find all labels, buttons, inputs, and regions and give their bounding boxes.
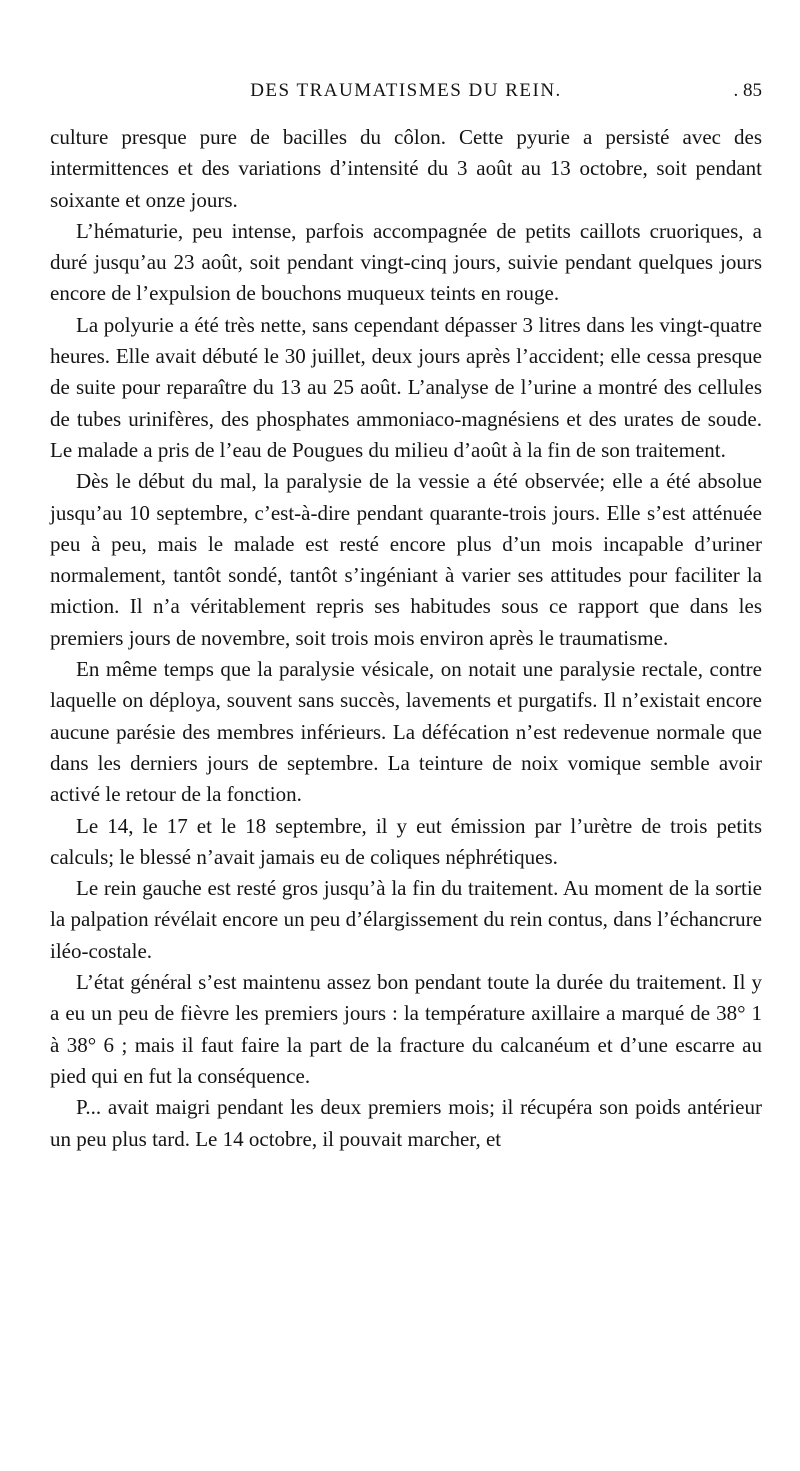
paragraph-hematurie: L’hématurie, peu intense, parfois accompagnée de petits caillots cruoriques, a duré jusqu’au 23 août, soit pendant vingt-cinq jours, suivie pendant quelques jours encore de l’expulsion de bouchons muqueux teints en rouge. [50, 218, 762, 306]
running-head [50, 80, 762, 108]
paragraph-calculs: Le 14, le 17 et le 18 septembre, il y eut émission par l’urètre de trois petits calculs; le blessé n’avait jamais eu de coliques néphrétiques. [50, 813, 762, 869]
paragraph-paralysie-rectale: En même temps que la paralysie vésicale, on notait une paralysie rectale, contre laquelle on déploya, souvent sans succès, lavements et purgatifs. Il n’existait encore aucune parésie des membres inférieurs. La défécation n’est redevenue normale que dans les derniers jours de septembre. La teinture de noix vomique semble avoir activé le retour de la fonction. [50, 657, 762, 807]
paragraph-rein-gauche: Le rein gauche est resté gros jusqu’à la fin du traitement. Au moment de la sortie la palpation révélait encore un peu d’élargissement du rein contus, dans l’échancrure iléo-costale. [50, 876, 762, 963]
paragraph-paralysie-vessie: Dès le début du mal, la paralysie de la vessie a été observée; elle a été absolue jusqu’au 10 septembre, c’est-à-dire pendant quarante-trois jours. Elle s’est atténuée peu à peu, mais le malade est resté encore plus d’un mois incapable d’uriner normalement, tantôt sondé, tantôt s’ingéniant à varier ses attitudes pour faciliter la miction. Il n’a véritablement repris ses habitudes sous ce rapport que dans les premiers jours de novembre, soit trois mois environ après le traumatisme. [50, 469, 762, 650]
paragraph-polyurie: La polyurie a été très nette, sans cependant dépasser 3 litres dans les vingt-quatre heures. Elle avait débuté le 30 juillet, deux jours après l’accident; elle cessa presque de suite pour reparaître du 13 au 25 août. L’analyse de l’urine a montré des cellules de tubes urinifères, des phosphates ammoniaco-magnésiens et des urates de soude. Le malade a pris de l’eau de Pougues du milieu d’août à la fin de son traitement. [50, 312, 762, 462]
page-number: . 85 [733, 80, 762, 101]
running-title: DES TRAUMATISMES DU REIN. [250, 80, 562, 101]
body-text [50, 122, 762, 1155]
paragraph-poids: P... avait maigri pendant les deux premiers mois; il récupéra son poids antérieur un peu plus tard. Le 14 octobre, il pouvait marcher, et [50, 1095, 762, 1151]
paragraph-etat-general: L’état général s’est maintenu assez bon pendant toute la durée du traitement. Il y a eu un peu de fièvre les premiers jours : la température axillaire a marqué de 38° 1 à 38° 6 ; mais il faut faire la part de la fracture du calcanéum et d’une escarre au pied qui en fut la conséquence. [50, 970, 762, 1088]
paragraph-pyurie-continued: culture presque pure de bacilles du côlon. Cette pyurie a persisté avec des intermittences et des variations d’intensité du 3 août au 13 octobre, soit pendant soixante et onze jours. [50, 125, 762, 212]
